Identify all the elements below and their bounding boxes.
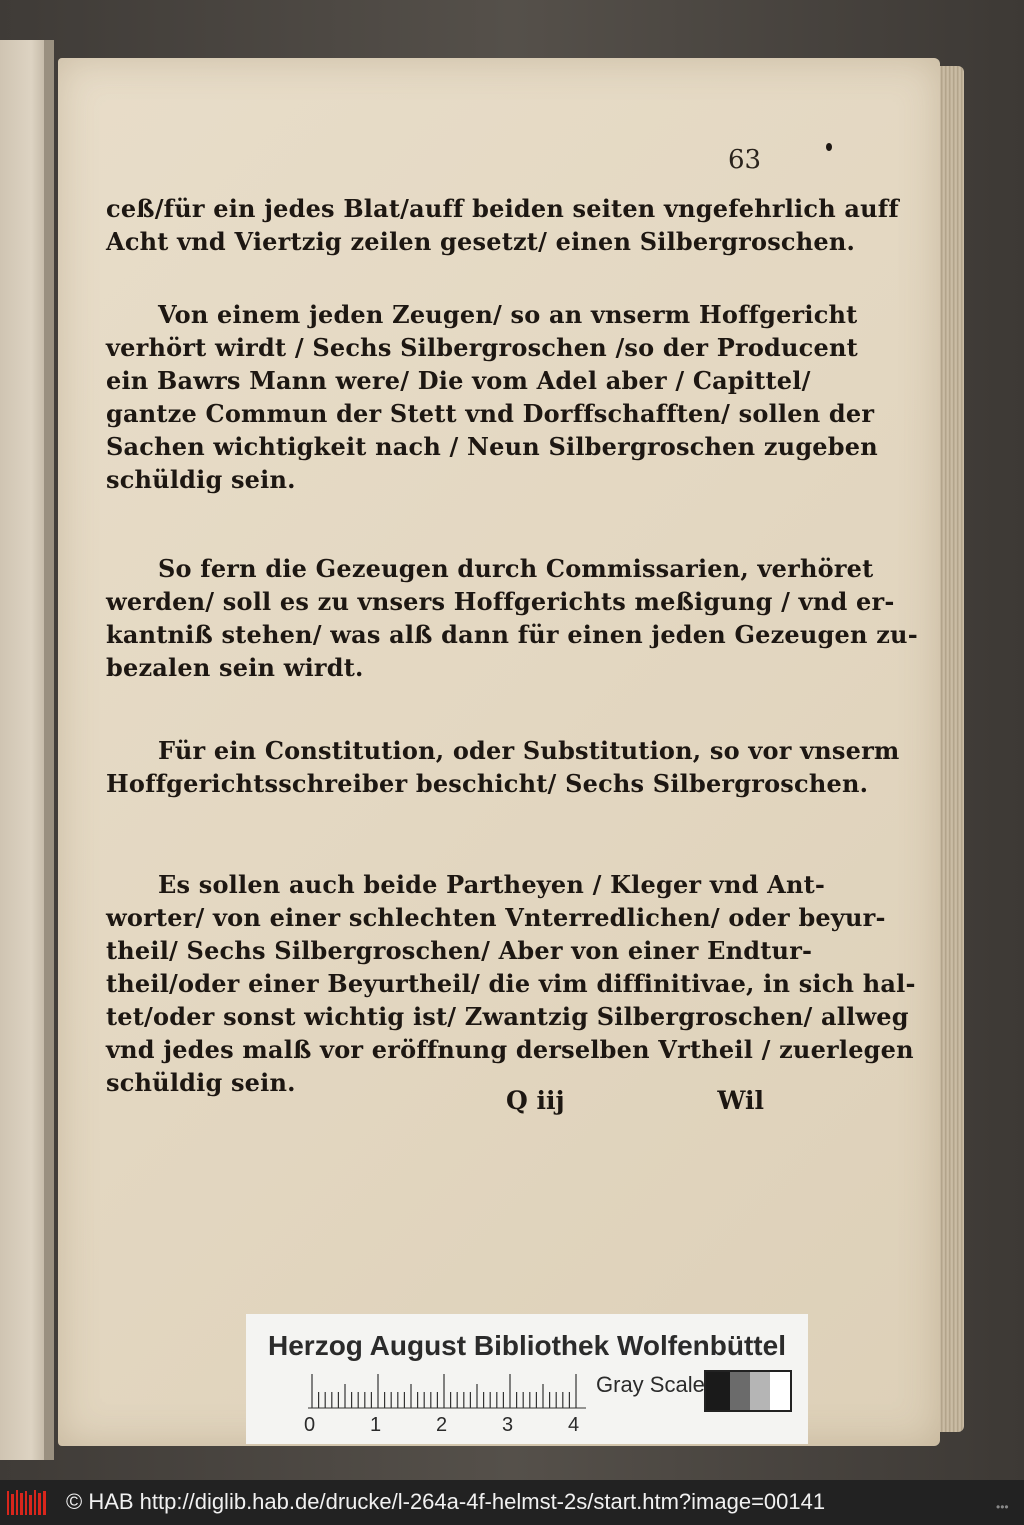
measurement-ruler [308, 1370, 586, 1410]
library-label-card [246, 1314, 808, 1444]
text-line: schüldig sein. [106, 1068, 296, 1097]
text-line: gantze Commun der Stett vnd Dorffschafften/ sollen der [106, 399, 875, 428]
gray-scale-label: Gray Scale [596, 1372, 705, 1397]
text-line: vnd jedes malß vor eröffnung derselben Vrtheil / zuerlegen [106, 1035, 914, 1064]
text-line: bezalen sein wirdt. [106, 653, 364, 682]
text-line: Acht vnd Viertzig zeilen gesetzt/ einen Silbergroschen. [106, 227, 856, 256]
text-line: theil/ Sechs Silbergroschen/ Aber von einer Endtur- [106, 936, 813, 965]
text-line: ein Bawrs Mann were/ Die vom Adel aber / Capittel/ [106, 366, 811, 395]
page-footer-row [106, 1086, 764, 1120]
text-line: So fern die Gezeugen durch Commissarien, verhöret [158, 554, 874, 583]
text-line: ceß/für ein jedes Blat/auff beiden seiten vngefehrlich auff [106, 194, 899, 223]
text-line: Hoffgerichtsschreiber beschicht/ Sechs Silbergroschen. [106, 769, 869, 798]
gray-swatch-white [770, 1372, 790, 1410]
page-number: 63 [728, 145, 762, 175]
text-line: Für ein Constitution, oder Substitution, so vor vnserm [158, 736, 900, 765]
scale-number-0: 0 [304, 1414, 316, 1436]
scale-number-2: 2 [436, 1414, 448, 1436]
text-line: kantniß stehen/ was alß dann für einen jeden Gezeugen zu- [106, 620, 918, 649]
text-line: werden/ soll es zu vnsers Hoffgerichts meßigung / vnd er- [106, 587, 895, 616]
text-line: worter/ von einer schlechten Vnterredlichen/ oder beyur- [106, 903, 886, 932]
scale-number-3: 3 [502, 1414, 514, 1436]
scale-number-1: 1 [370, 1414, 382, 1436]
viewer-footer-bar [0, 1480, 1024, 1525]
text-line: Von einem jeden Zeugen/ so an vnserm Hoffgericht [158, 300, 858, 329]
scale-number-4: 4 [568, 1414, 580, 1436]
ink-speck [826, 143, 832, 151]
text-line: Es sollen auch beide Partheyen / Kleger vnd Ant- [158, 870, 826, 899]
book-gutter [44, 40, 54, 1460]
text-line: Sachen wichtigkeit nach / Neun Silbergroschen zugeben [106, 432, 878, 461]
library-name: Herzog August Bibliothek Wolfenbüttel [268, 1330, 786, 1361]
text-line: schüldig sein. [106, 465, 296, 494]
text-line: tet/oder sonst wichtig ist/ Zwantzig Silbergroschen/ allweg [106, 1002, 909, 1031]
signature-mark: Q iij [506, 1086, 565, 1115]
footer-url-text[interactable]: © HAB http://diglib.hab.de/drucke/l-264a-4f-helmst-2s/start.htm?image=00141 [66, 1489, 826, 1514]
gray-swatch-black [706, 1372, 730, 1410]
gray-scale-swatches [704, 1370, 792, 1412]
text-line: theil/oder einer Beyurtheil/ die vim diffinitivae, in sich hal- [106, 969, 916, 998]
more-dots-icon[interactable]: ••• [996, 1500, 1009, 1514]
catchword: Wil [717, 1086, 764, 1115]
hab-barcode-logo-icon[interactable] [6, 1488, 48, 1518]
text-line: verhört wirdt / Sechs Silbergroschen /so der Producent [106, 333, 858, 362]
gray-swatch-dark [730, 1372, 750, 1410]
gray-swatch-light [750, 1372, 770, 1410]
